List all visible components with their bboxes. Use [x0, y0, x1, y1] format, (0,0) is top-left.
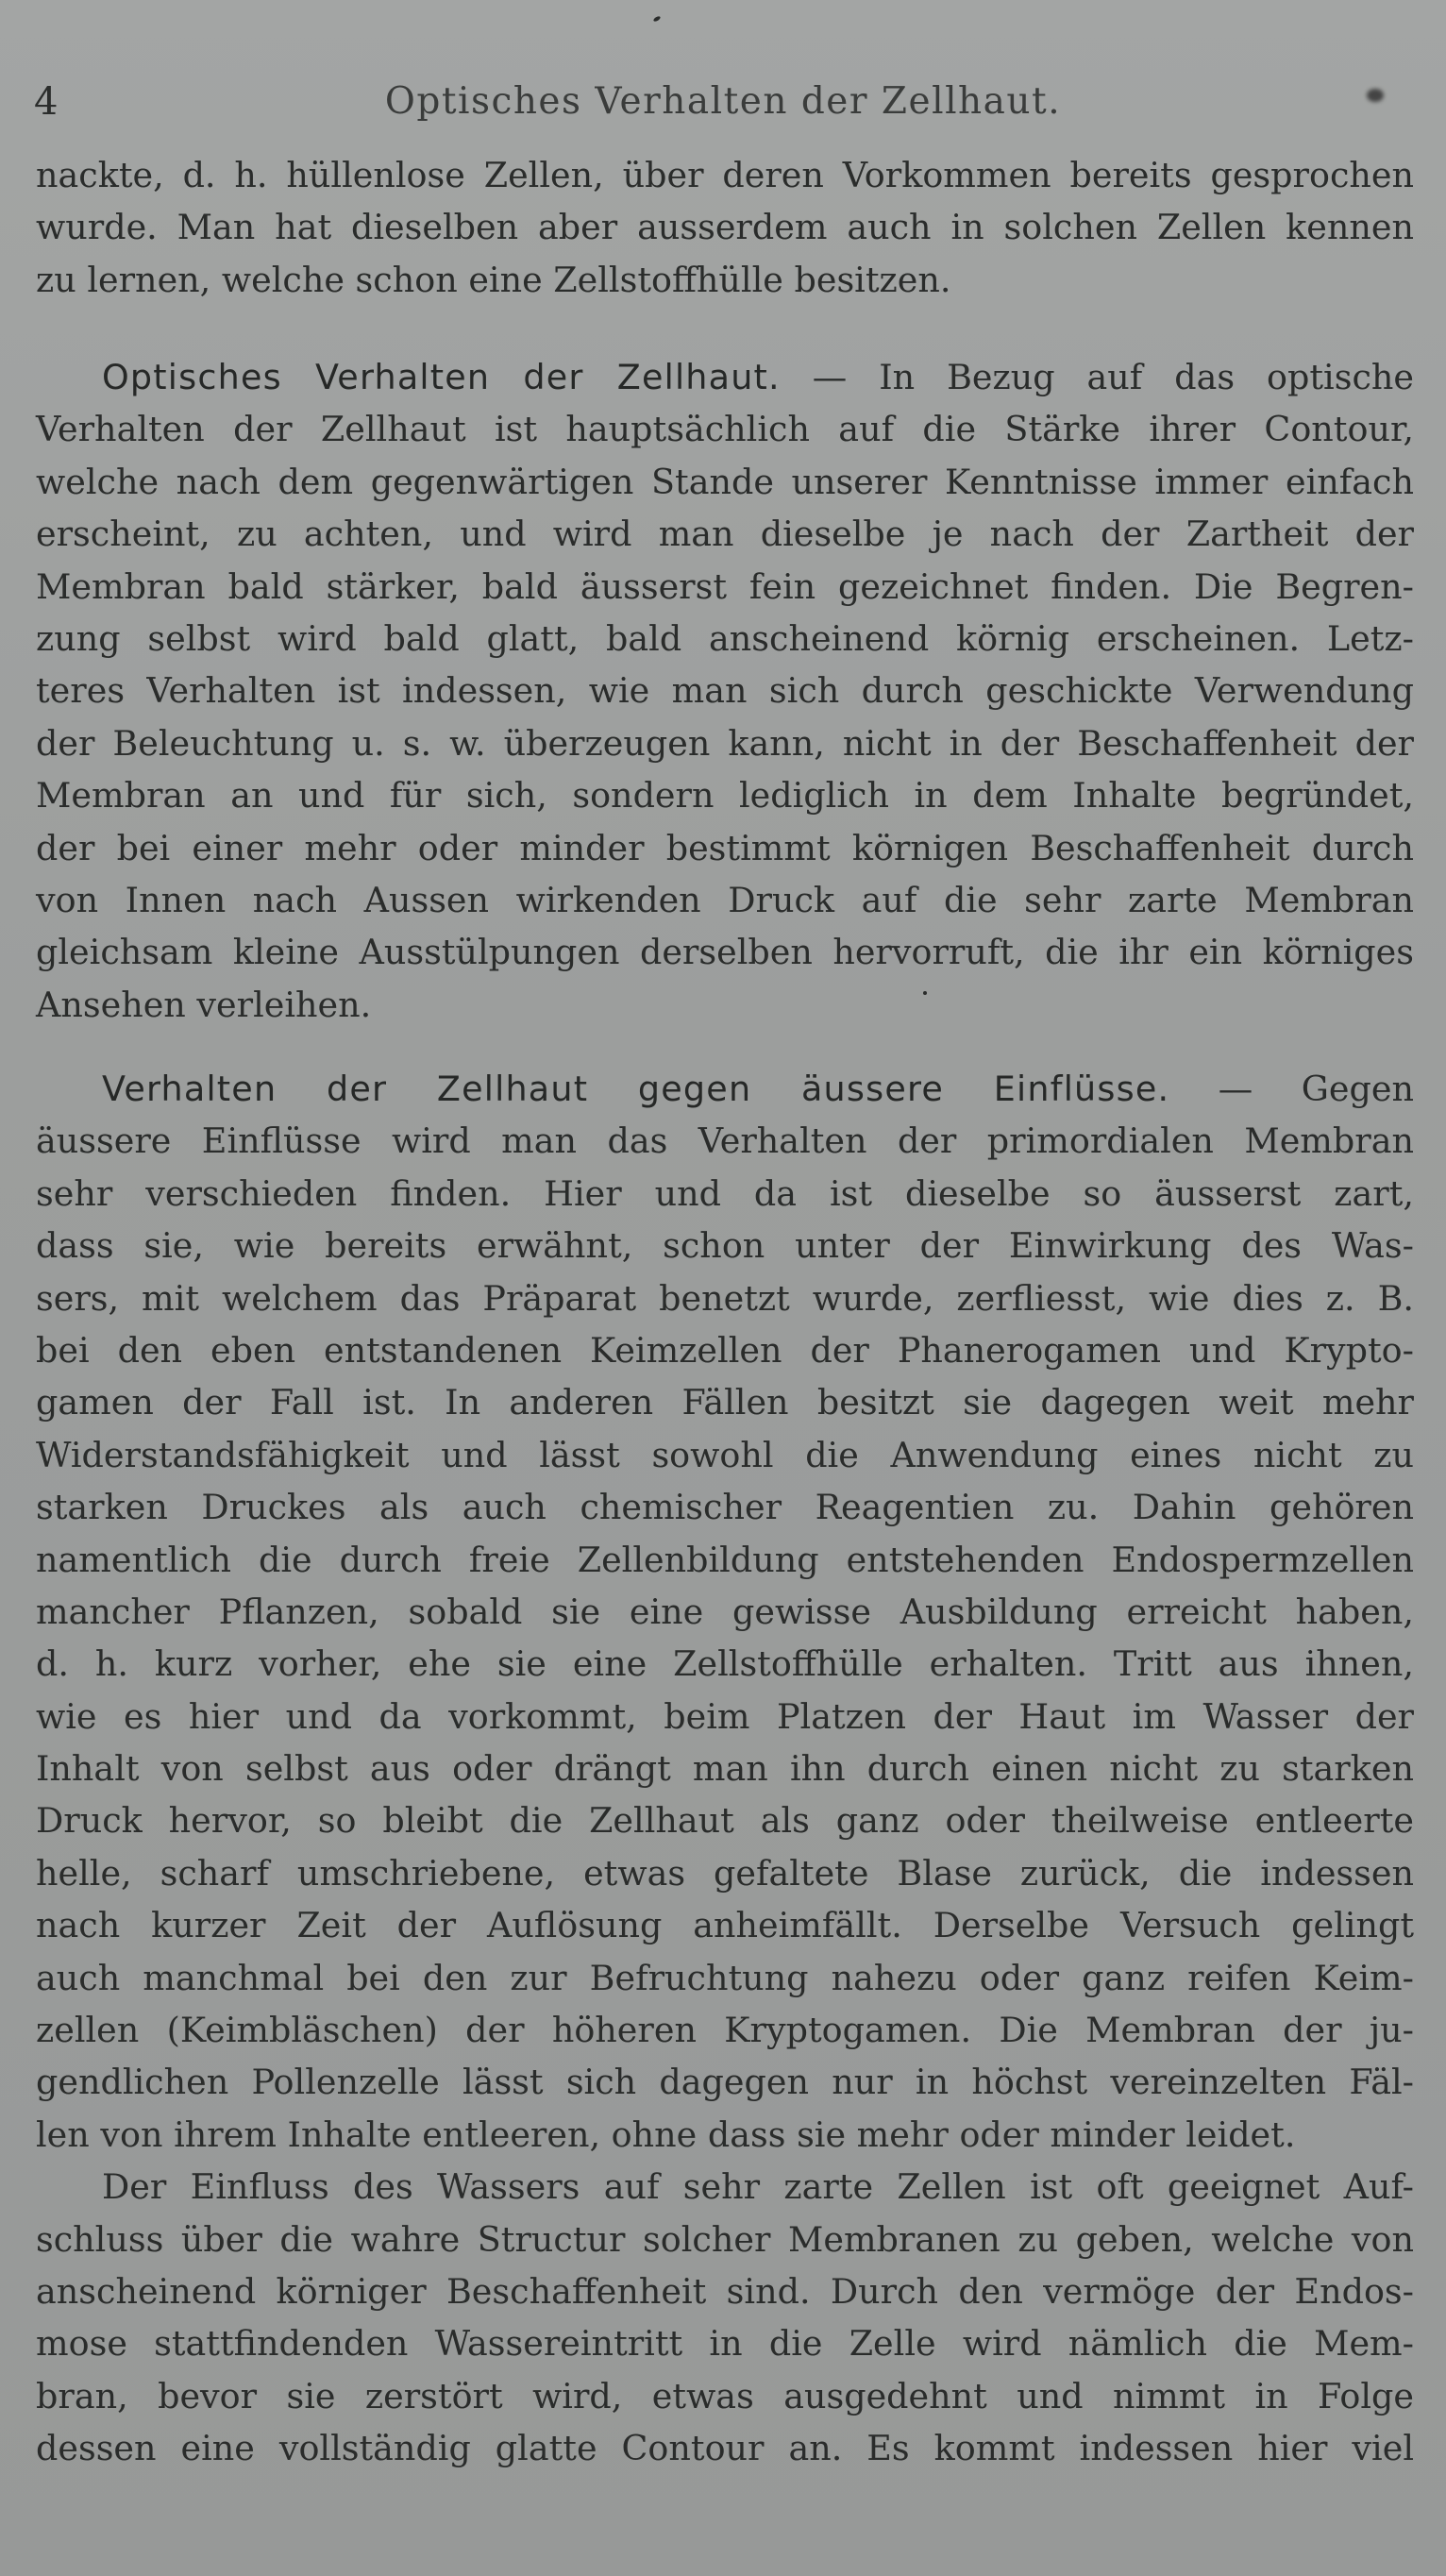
text-line: gamen der Fall ist. In anderen Fällen besitzt sie dagegen weit mehr: [36, 1382, 1414, 1423]
running-title: Optisches Verhalten der Zellhaut.: [384, 80, 1062, 123]
text-line: Membran an und für sich, sondern lediglich in dem Inhalte begründet,: [36, 775, 1414, 817]
text-line: dessen eine vollständig glatte Contour an. Es kommt indessen hier viel: [36, 2428, 1414, 2469]
section-heading: Verhalten der Zellhaut gegen äussere Einflüsse.: [102, 1069, 1170, 1109]
ink-speck: [653, 15, 662, 22]
text-line: mose stattfindenden Wassereintritt in die Zelle wird nämlich die Mem-: [36, 2323, 1414, 2365]
text-line: starken Druckes als auch chemischer Reagentien zu. Dahin gehören: [36, 1487, 1414, 1528]
text-line: d. h. kurz vorher, ehe sie eine Zellstoffhülle erhalten. Tritt aus ihnen,: [36, 1643, 1414, 1685]
text-line: erscheint, zu achten, und wird man dieselbe je nach der Zartheit der: [36, 514, 1414, 555]
text-line: gleichsam kleine Ausstülpungen derselben hervorruft, die ihr ein körniges: [36, 932, 1414, 973]
text-line: Druck hervor, so bleibt die Zellhaut als ganz oder theilweise entleerte: [36, 1800, 1414, 1842]
section-external-influences: [36, 1063, 1414, 2475]
text-line: zung selbst wird bald glatt, bald anscheinend körnig erscheinen. Letz-: [36, 617, 1414, 659]
text-line: nach kurzer Zeit der Auflösung anheimfällt. Derselbe Versuch gelingt: [36, 1905, 1414, 1946]
section-first-line-text: — In Bezug auf das optische: [780, 357, 1414, 397]
text-line: dass sie, wie bereits erwähnt, schon unter der Einwirkung des Was-: [36, 1225, 1414, 1267]
text-line: zellen (Keimbläschen) der höheren Kryptogamen. Die Membran der ju-: [36, 2010, 1414, 2051]
text-line: mancher Pflanzen, sobald sie eine gewisse Ausbildung erreicht haben,: [36, 1591, 1414, 1632]
text-line: anscheinend körniger Beschaffenheit sind. Durch den vermöge der Endos-: [36, 2270, 1414, 2312]
text-line: der Beleuchtung u. s. w. überzeugen kann, nicht in der Beschaffenheit der: [36, 722, 1414, 764]
text-line: wurde. Man hat dieselben aber ausserdem auch in solchen Zellen kennen: [36, 207, 1414, 248]
text-line: gendlichen Pollenzelle lässt sich dagegen nur in höchst vereinzelten Fäl-: [36, 2062, 1414, 2103]
text-line: Inhalt von selbst aus oder drängt man ihn durch einen nicht zu starken: [36, 1748, 1414, 1790]
text-line: bei den eben entstandenen Keimzellen der Phanerogamen und Krypto-: [36, 1329, 1414, 1371]
section-first-line: [36, 1063, 1414, 1115]
section-first-line: [36, 351, 1414, 403]
text-line: len von ihrem Inhalte entleeren, ohne dass sie mehr oder minder leidet.: [36, 2113, 1296, 2155]
text-line: schluss über die wahre Structur solcher Membranen zu geben, welche von: [36, 2218, 1414, 2260]
text-line: sers, mit welchem das Präparat benetzt wurde, zerfliesst, wie dies z. B.: [36, 1277, 1414, 1319]
text-line: sehr verschieden finden. Hier und da ist dieselbe so äusserst zart,: [36, 1172, 1414, 1214]
text-line: zu lernen, welche schon eine Zellstoffhülle besitzen.: [36, 259, 951, 300]
text-line: Der Einfluss des Wassers auf sehr zarte Zellen ist oft geeignet Auf-: [102, 2166, 1414, 2208]
text-line: Widerstandsfähigkeit und lässt sowohl die Anwendung eines nicht zu: [36, 1434, 1414, 1475]
text-line: Membran bald stärker, bald äusserst fein gezeichnet finden. Die Begren-: [36, 565, 1414, 607]
text-line: nackte, d. h. hüllenlose Zellen, über deren Vorkommen bereits gesprochen: [36, 155, 1414, 195]
text-line: Verhalten der Zellhaut ist hauptsächlich auf die Stärke ihrer Contour,: [36, 409, 1414, 450]
page-number: 4: [34, 80, 59, 124]
text-line: äussere Einflüsse wird man das Verhalten der primordialen Membran: [36, 1120, 1414, 1162]
running-head: [34, 74, 1412, 130]
paragraph-continuation: [36, 149, 1414, 306]
section-first-line-text: — Gegen: [1169, 1069, 1415, 1109]
text-line: wie es hier und da vorkommt, beim Platzen der Haut im Wasser der: [36, 1695, 1414, 1737]
text-line: der bei einer mehr oder minder bestimmt körnigen Beschaffenheit durch: [36, 827, 1414, 868]
section-heading: Optisches Verhalten der Zellhaut.: [102, 357, 781, 397]
text-line: von Innen nach Aussen wirkenden Druck auf die sehr zarte Membran: [36, 879, 1414, 920]
text-line: welche nach dem gegenwärtigen Stande unserer Kenntnisse immer einfach: [36, 461, 1414, 502]
text-line: Ansehen verleihen.: [36, 984, 372, 1025]
section-optical-behaviour: [36, 351, 1414, 1031]
text-line: helle, scharf umschriebene, etwas gefaltete Blase zurück, die indessen: [36, 1852, 1414, 1894]
text-line: teres Verhalten ist indessen, wie man sich durch geschickte Verwendung: [36, 670, 1414, 712]
text-line: auch manchmal bei den zur Befruchtung nahezu oder ganz reifen Keim-: [36, 1957, 1414, 1998]
text-line: bran, bevor sie zerstört wird, etwas ausgedehnt und nimmt in Folge: [36, 2375, 1414, 2416]
text-line: namentlich die durch freie Zellenbildung entstehenden Endospermzellen: [36, 1539, 1414, 1580]
